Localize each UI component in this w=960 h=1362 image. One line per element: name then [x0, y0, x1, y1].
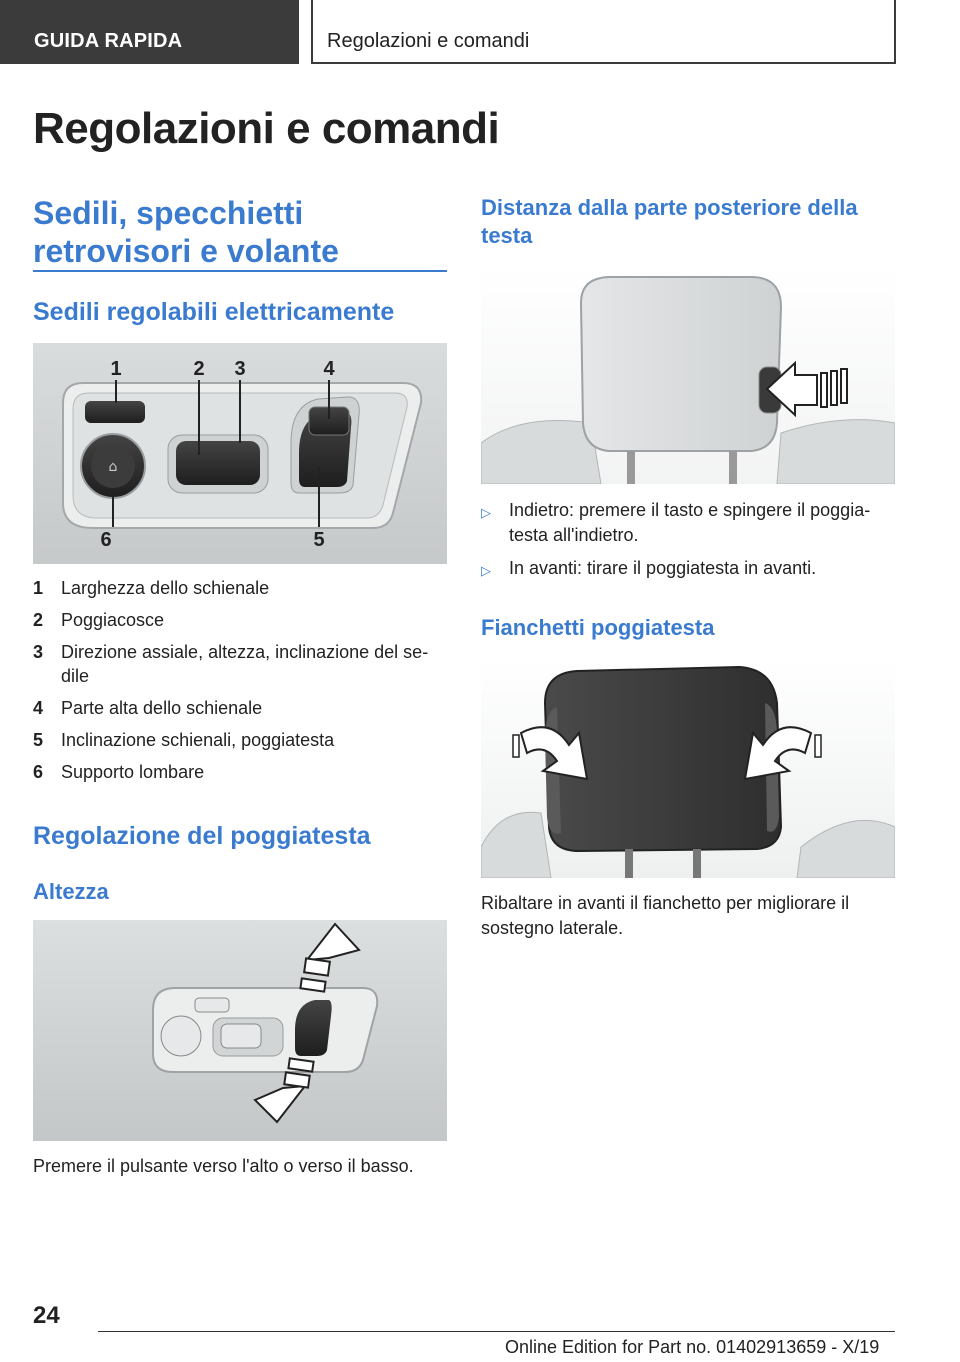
- headrest-height-illustration: [33, 920, 447, 1141]
- bullet-triangle-icon: ▷: [481, 563, 491, 578]
- seat-controls-figure: [33, 343, 447, 564]
- height-heading: Altezza: [33, 879, 109, 904]
- legend-item: [33, 640, 447, 688]
- bullet-triangle-icon: ▷: [481, 505, 491, 520]
- legend-number: 2: [33, 610, 44, 630]
- callout-6: 6: [100, 529, 112, 551]
- legend-item: [33, 576, 447, 600]
- bullet-item: [481, 498, 895, 548]
- legend-item: [33, 608, 447, 632]
- legend-text: Direzione assiale, altezza, inclinazione del sedile: [61, 642, 429, 686]
- callout-2: 2: [193, 358, 205, 380]
- seat-controls-illustration: [33, 343, 447, 564]
- footer-edition: Online Edition for Part no. 01402913659 - X/19: [505, 1337, 880, 1357]
- headrest-wings-figure: [481, 657, 895, 878]
- headrest-wings-illustration: [481, 657, 895, 878]
- legend-number: 5: [33, 730, 44, 750]
- legend-text: Parte alta dello schienale: [61, 698, 263, 718]
- header-chapter-label: Regolazioni e comandi: [327, 30, 530, 52]
- seat-controls-legend: [33, 576, 447, 792]
- callout-3: 3: [234, 358, 246, 380]
- legend-text: Larghezza dello schienale: [61, 578, 270, 598]
- headrest-distance-figure: [481, 263, 895, 484]
- section-title-rule: [33, 270, 447, 272]
- headrest-distance-illustration: [481, 263, 895, 484]
- bullet-text: In avanti: tirare il poggiatesta in avanti.: [509, 558, 817, 578]
- height-instruction: Premere il pulsante verso l'alto o verso il basso.: [33, 1156, 414, 1176]
- legend-item: [33, 760, 447, 784]
- distance-heading: Distanza dalla parte posteriore della testa: [481, 195, 858, 248]
- section-title-line2: retrovisori e volante: [33, 233, 339, 269]
- seats-heading: Sedili regolabili elettricamente: [33, 298, 395, 326]
- page-title: Regolazioni e comandi: [33, 104, 500, 153]
- header-section-label: GUIDA RAPIDA: [34, 30, 183, 52]
- legend-number: 3: [33, 642, 44, 662]
- legend-number: 6: [33, 762, 44, 782]
- footer-rule: [98, 1331, 895, 1332]
- svg-text:⌂: ⌂: [108, 459, 118, 475]
- header-chapter-tab: [311, 0, 896, 64]
- legend-text: Inclinazione schienali, poggiatesta: [61, 730, 335, 750]
- callout-4: 4: [323, 358, 335, 380]
- callout-5: 5: [313, 529, 325, 551]
- section-title: [33, 194, 447, 270]
- legend-number: 4: [33, 698, 44, 718]
- legend-item: [33, 728, 447, 752]
- page-number: 24: [33, 1302, 60, 1329]
- section-title-line1: Sedili, specchietti: [33, 195, 304, 231]
- callout-1: 1: [110, 358, 122, 380]
- legend-number: 1: [33, 578, 44, 598]
- legend-item: [33, 696, 447, 720]
- header-section-tab: [0, 0, 299, 64]
- legend-text: Supporto lombare: [61, 762, 205, 782]
- bullet-item: [481, 556, 895, 583]
- headrest-height-figure: [33, 920, 447, 1141]
- headrest-heading: Regolazione del poggiatesta: [33, 822, 371, 850]
- distance-instructions: [481, 498, 895, 591]
- wings-instruction: Ribaltare in avanti il fianchetto per migliorare il sostegno laterale.: [481, 893, 850, 938]
- wings-heading: Fianchetti poggiatesta: [481, 615, 715, 640]
- bullet-text: Indietro: premere il tasto e spingere il poggiatesta all'indietro.: [509, 500, 871, 545]
- legend-text: Poggiacosce: [61, 610, 165, 630]
